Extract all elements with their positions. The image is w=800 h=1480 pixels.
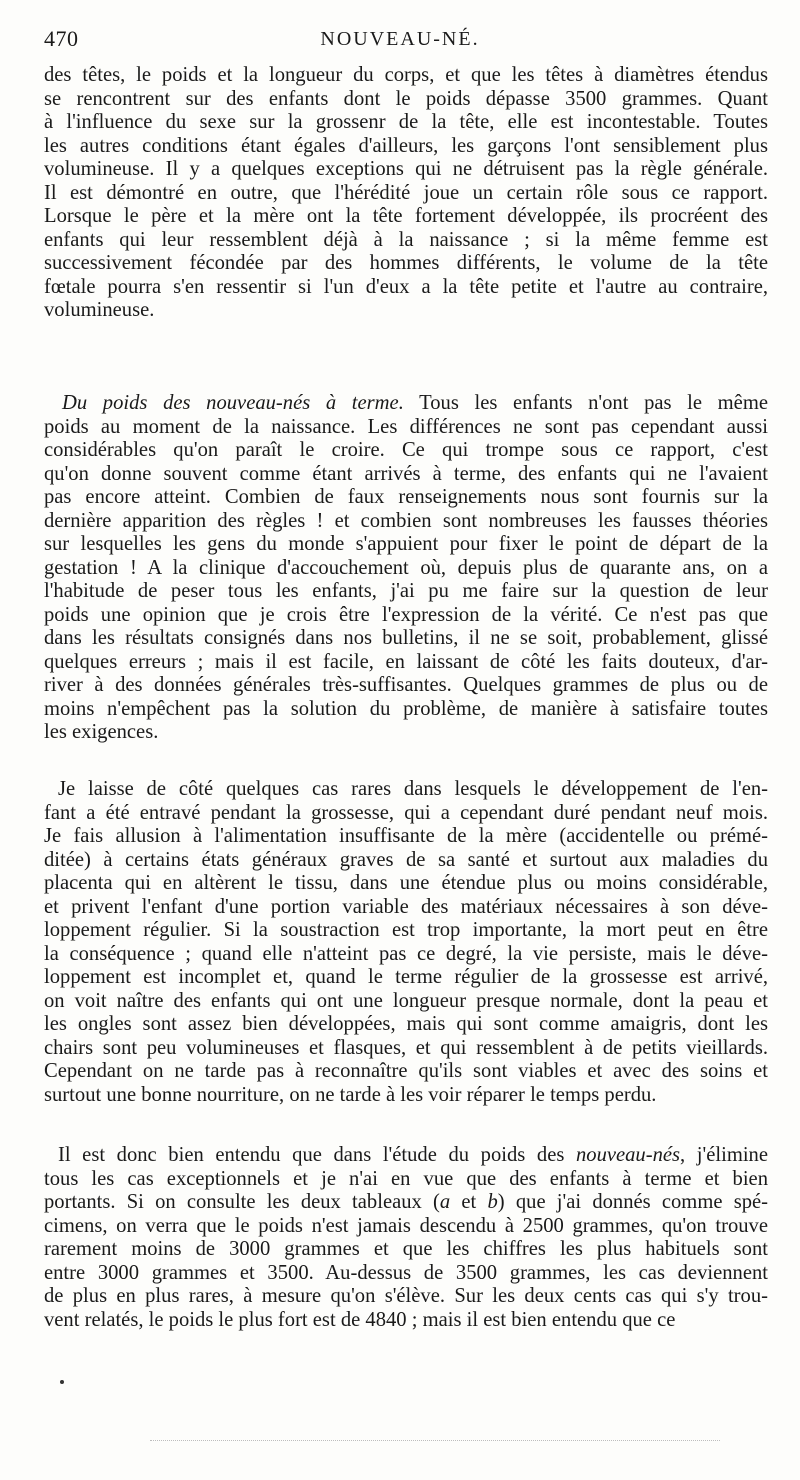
- text-line: moins n'empêchent pas la solution du problème, de manière à satisfaire toutes: [44, 697, 768, 720]
- ink-speck: [60, 1380, 64, 1384]
- text-line: placenta qui en altèrent le tissu, dans une étendue plus ou moins considérable,: [44, 872, 768, 894]
- text-line: se rencontrent sur des enfants dont le poids dépasse 3500 grammes. Quant: [44, 87, 768, 110]
- text-line: les autres conditions étant égales d'ailleurs, les garçons l'ont sensiblement plus: [44, 134, 768, 157]
- text-line: Je fais allusion à l'alimentation insuffisante de la mère (accidentelle ou prémé-: [44, 825, 768, 847]
- text-line: loppement est incomplet et, quand le terme régulier de la grossesse est arrivé,: [44, 966, 768, 988]
- text-line: dans les résultats consignés dans nos bulletins, il ne se soit, probablement, glissé: [44, 627, 768, 649]
- scan-artifact: [150, 1440, 720, 1441]
- text-line: volumineuse.: [44, 299, 155, 321]
- text-line: et privent l'enfant d'une portion variable des matériaux nécessaires à son déve-: [44, 895, 768, 918]
- text-line: des têtes, le poids et la longueur du corps, et que les têtes à diamètres étendus: [44, 64, 768, 86]
- text-line: Cependant on ne tarde pas à reconnaître qu'ils sont viables et avec des soins et: [44, 1060, 768, 1082]
- text-line: l'habitude de peser tous les enfants, j'ai pu me faire sur la question de leur: [44, 580, 768, 602]
- text-line: Je laisse de côté quelques cas rares dans lesquels le développement de l'en-: [58, 778, 768, 800]
- text-line: enfants qui leur ressemblent déjà à la naissance ; si la même femme est: [44, 228, 768, 251]
- text-line: surtout une bonne nourriture, on ne tarde à les voir réparer le temps perdu.: [44, 1083, 657, 1106]
- text-line: ditée) à certains états généraux graves de sa santé et surtout aux maladies du: [44, 848, 768, 871]
- text-line: chairs sont peu volumineuses et flasques, et qui ressemblent à de petits vieillards.: [44, 1036, 768, 1059]
- text-fragment: , j'élimine: [680, 1144, 768, 1166]
- text-line: entre 3000 grammes et 3500. Au-dessus de 3500 grammes, les cas deviennent: [44, 1261, 768, 1284]
- text-fragment: ) que j'ai donnés comme spé-: [497, 1191, 768, 1213]
- text-line: [44, 1191, 768, 1215]
- text-line: à l'influence du sexe sur la grossenr de la tête, elle est incontestable. Toutes: [44, 111, 768, 133]
- italic-term: b: [487, 1191, 498, 1213]
- italic-term: nouveau-nés: [575, 1144, 681, 1166]
- text-line: dernière apparition des règles ! et combien sont nombreuses les fausses théories: [44, 509, 768, 532]
- text-line: tous les cas exceptionnels et je n'ai en vue que des enfants à terme et bien: [44, 1167, 768, 1190]
- text-line: vent relatés, le poids le plus fort est de 4840 ; mais il est bien entendu que ce: [44, 1308, 676, 1331]
- text-line: les ongles sont assez bien développées, mais qui sont comme amaigris, dont les: [44, 1013, 768, 1035]
- paragraph-4: [44, 1144, 768, 1332]
- text-line: quelques erreurs ; mais il est facile, en laissant de côté les faits douteux, d'ar-: [44, 650, 768, 673]
- text-line: sur lesquelles les gens du monde s'appuient pour fixer le point de départ de la: [44, 533, 768, 555]
- text-fragment: Tous les enfants n'ont pas le même: [419, 392, 768, 414]
- text-line: la conséquence ; quand elle n'atteint pas ce degré, la vie persiste, mais le déve-: [44, 942, 768, 965]
- text-line: les exigences.: [44, 721, 159, 743]
- text-fragment: Il est donc bien entendu que dans l'étude du poids des: [58, 1144, 565, 1166]
- text-line: Lorsque le père et la mère ont la tête fortement développée, ils procréent des: [44, 205, 768, 227]
- text-line: rarement moins de 3000 grammes et que les chiffres les plus habituels sont: [44, 1238, 768, 1260]
- italic-term: a: [439, 1191, 451, 1213]
- text-line: successivement fécondée par des hommes différents, le volume de la tête: [44, 252, 768, 274]
- text-line: de plus en plus rares, à mesure qu'on s'élève. Sur les deux cents cas qui s'y trou-: [44, 1285, 768, 1307]
- text-line: fœtale pourra s'en ressentir si l'un d'eux a la tête petite et l'autre au contraire,: [44, 275, 768, 298]
- paragraph-2: [44, 392, 768, 745]
- text-line: considérables qu'on paraît le croire. Ce qui trompe sous ce rapport, c'est: [44, 439, 768, 461]
- text-line: pas encore atteint. Combien de faux renseignements nous sont fournis sur la: [44, 486, 768, 508]
- section-heading: Du poids des nouveau-nés à terme.: [62, 392, 404, 414]
- text-line: qu'on donne souvent comme étant arrivés à terme, des enfants qui ne l'avaient: [44, 462, 768, 485]
- paragraph-1: [44, 64, 768, 323]
- text-line: [44, 1144, 768, 1168]
- text-line: on voit naître des enfants qui ont une longueur presque normale, dont la peau et: [44, 989, 768, 1012]
- running-title: NOUVEAU-NÉ.: [320, 28, 480, 50]
- text-line: Il est démontré en outre, que l'hérédité joue un certain rôle sous ce rapport.: [44, 181, 768, 204]
- text-line: volumineuse. Il y a quelques exceptions qui ne détruisent pas la règle générale.: [44, 158, 768, 180]
- text-line: fant a été entravé pendant la grossesse, qui a cependant duré pendant neuf mois.: [44, 801, 768, 824]
- text-line: poids au moment de la naissance. Les différences ne sont pas cependant aussi: [44, 415, 768, 438]
- page-header: [44, 26, 756, 56]
- text-line: [44, 392, 768, 416]
- text-line: loppement régulier. Si la soustraction est trop importante, la mort peut en être: [44, 919, 768, 941]
- text-line: gestation ! A la clinique d'accouchement où, depuis plus de quarante ans, on a: [44, 556, 768, 579]
- text-line: river à des données générales très-suffisantes. Quelques grammes de plus ou de: [44, 674, 768, 696]
- text-fragment: (: [421, 1191, 440, 1213]
- text-line: cimens, on verra que le poids n'est jamais descendu à 2500 grammes, qu'on trouve: [44, 1214, 768, 1237]
- text-fragment: et: [450, 1191, 488, 1213]
- text-line: poids une opinion que je crois être l'expression de la vérité. Ce n'est pas que: [44, 603, 768, 626]
- page-number: 470: [44, 26, 79, 51]
- text-fragment: portants. Si on consulte les deux tableaux: [44, 1191, 422, 1213]
- paragraph-3: [44, 778, 768, 1107]
